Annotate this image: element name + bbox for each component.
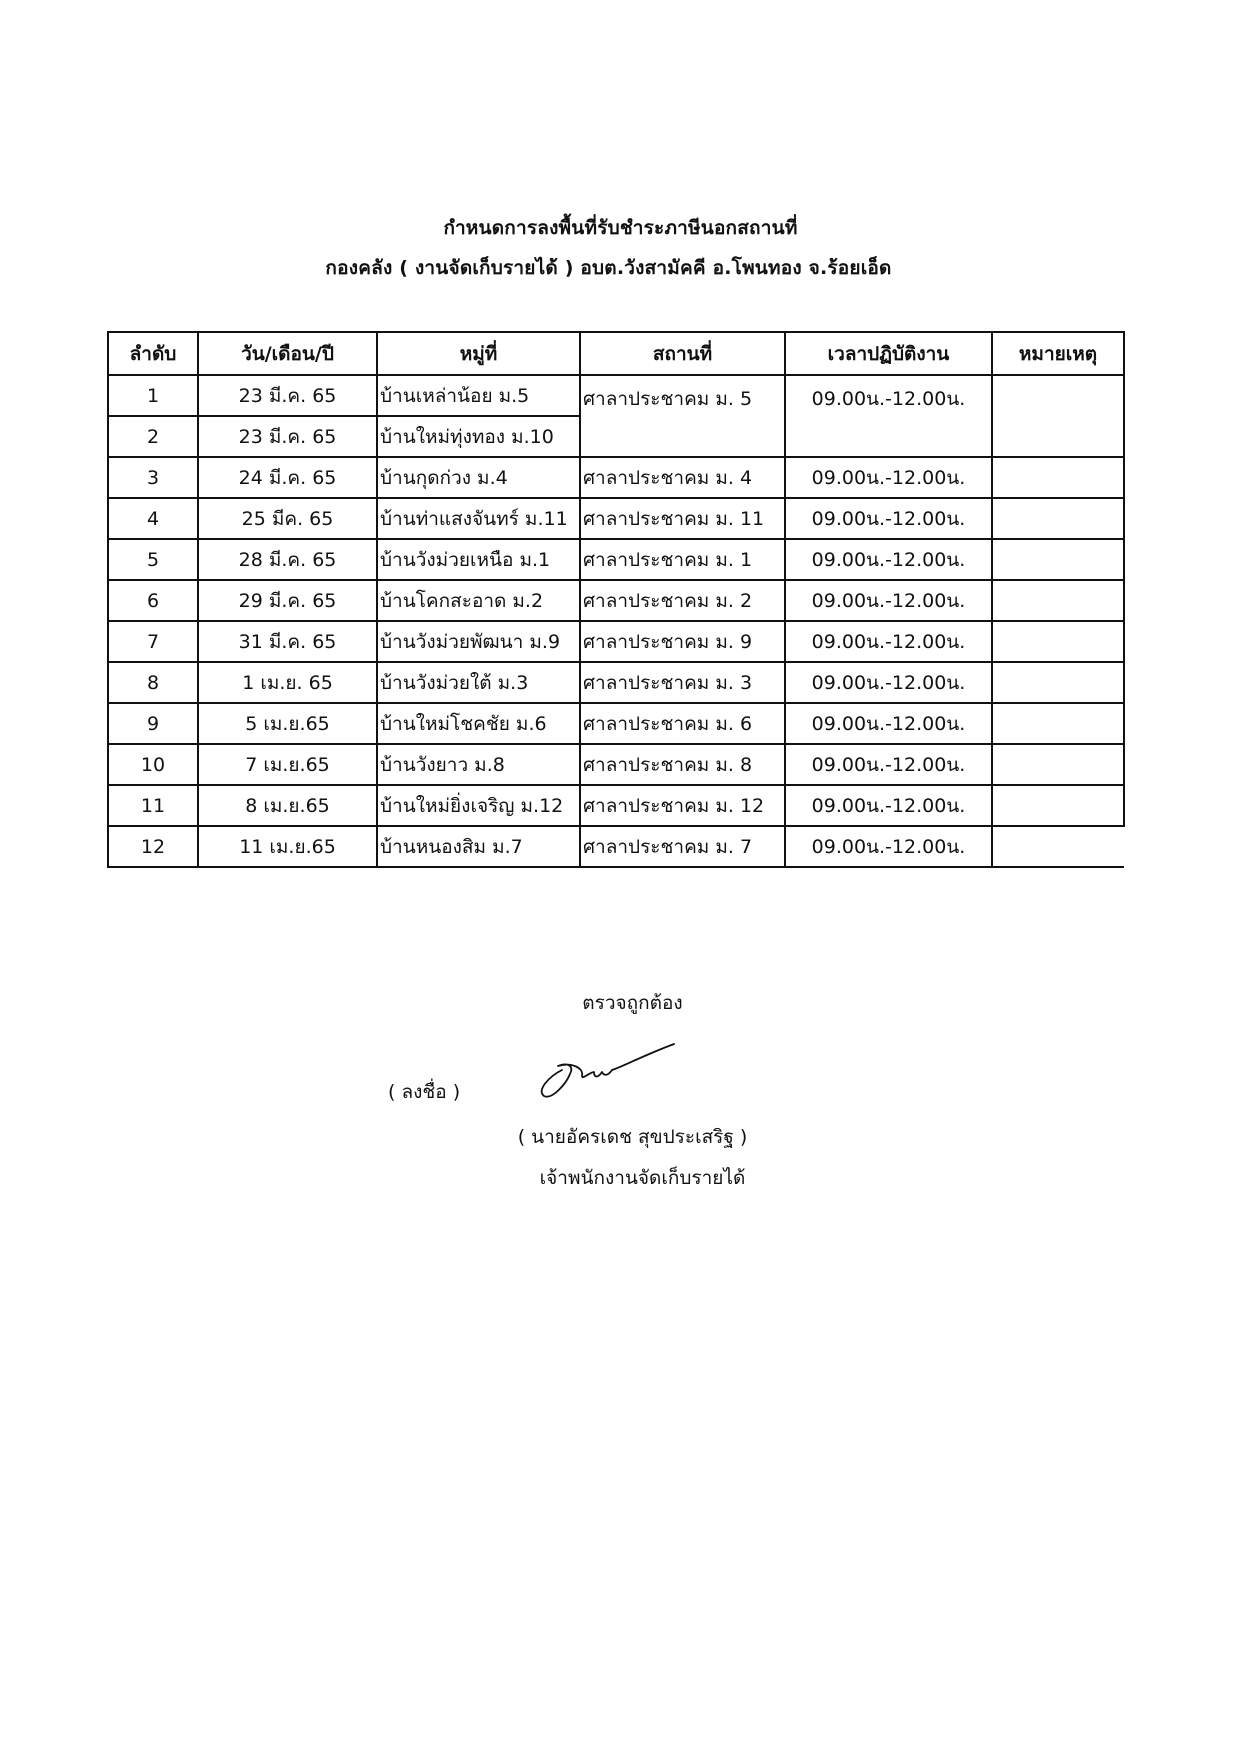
cell-village: บ้านใหม่ทุ่งทอง ม.10 (377, 416, 580, 457)
cell-village: บ้านวังม่วยพัฒนา ม.9 (377, 621, 580, 662)
cell-date: 5 เม.ย.65 (198, 703, 377, 744)
cell-place: ศาลาประชาคม ม. 7 (580, 826, 785, 867)
cell-time: 09.00น.-12.00น. (785, 785, 992, 826)
cell-note (992, 826, 1124, 867)
table-row (108, 662, 1124, 703)
cell-note (992, 662, 1124, 703)
cell-place: ศาลาประชาคม ม. 11 (580, 498, 785, 539)
cell-place: ศาลาประชาคม ม. 1 (580, 539, 785, 580)
cell-date: 23 มี.ค. 65 (198, 375, 377, 416)
column-header-number: ลำดับ (108, 332, 198, 375)
cell-village: บ้านโคกสะอาด ม.2 (377, 580, 580, 621)
table-row (108, 498, 1124, 539)
cell-date: 25 มีค. 65 (198, 498, 377, 539)
cell-number: 6 (108, 580, 198, 621)
table-row (108, 580, 1124, 621)
table-row (108, 703, 1124, 744)
cell-note (992, 785, 1124, 826)
cell-number: 7 (108, 621, 198, 662)
cell-time: 09.00น.-12.00น. (785, 662, 992, 703)
confirm-text: ตรวจถูกต้อง (582, 992, 683, 1014)
cell-time: 09.00น.-12.00น. (785, 703, 992, 744)
cell-date: 11 เม.ย.65 (198, 826, 377, 867)
cell-village: บ้านวังม่วยเหนือ ม.1 (377, 539, 580, 580)
cell-number: 11 (108, 785, 198, 826)
cell-note (992, 580, 1124, 621)
column-header-note: หมายเหตุ (992, 332, 1124, 375)
sign-label: ( ลงชื่อ ) (388, 1081, 461, 1103)
table-row (108, 785, 1124, 826)
handwritten-signature (532, 1040, 692, 1100)
cell-date: 7 เม.ย.65 (198, 744, 377, 785)
cell-village: บ้านใหม่โชคชัย ม.6 (377, 703, 580, 744)
cell-time: 09.00น.-12.00น. (785, 621, 992, 662)
cell-number: 9 (108, 703, 198, 744)
cell-note (992, 621, 1124, 662)
cell-place: ศาลาประชาคม ม. 8 (580, 744, 785, 785)
signer-name: ( นายอัครเดช สุขประเสริฐ ) (517, 1126, 748, 1148)
cell-place: ศาลาประชาคม ม. 6 (580, 703, 785, 744)
cell-place: ศาลาประชาคม ม. 3 (580, 662, 785, 703)
cell-time: 09.00น.-12.00น. (785, 539, 992, 580)
column-header-date: วัน/เดือน/ปี (198, 332, 377, 375)
cell-note (992, 498, 1124, 539)
cell-number: 3 (108, 457, 198, 498)
cell-note (992, 703, 1124, 744)
table-row (108, 375, 1124, 416)
cell-village: บ้านใหม่ยิ่งเจริญ ม.12 (377, 785, 580, 826)
document-title: กำหนดการลงพื้นที่รับชำระภาษีนอกสถานที่ (443, 217, 798, 239)
cell-number: 1 (108, 375, 198, 416)
cell-date: 23 มี.ค. 65 (198, 416, 377, 457)
column-header-village: หมู่ที่ (377, 332, 580, 375)
cell-note (992, 539, 1124, 580)
cell-village: บ้านกุดก่วง ม.4 (377, 457, 580, 498)
cell-place: ศาลาประชาคม ม. 5 (580, 375, 785, 457)
cell-time: 09.00น.-12.00น. (785, 580, 992, 621)
cell-place: ศาลาประชาคม ม. 12 (580, 785, 785, 826)
cell-number: 10 (108, 744, 198, 785)
table-row (108, 744, 1124, 785)
cell-time: 09.00น.-12.00น. (785, 457, 992, 498)
cell-note (992, 375, 1124, 457)
cell-time: 09.00น.-12.00น. (785, 826, 992, 867)
schedule-table (107, 331, 1125, 868)
cell-number: 8 (108, 662, 198, 703)
cell-village: บ้านหนองสิม ม.7 (377, 826, 580, 867)
document-subtitle: กองคลัง ( งานจัดเก็บรายได้ ) อบต.วังสามัคคี อ.โพนทอง จ.ร้อยเอ็ด (325, 257, 892, 279)
table-header-row (108, 332, 1124, 375)
cell-note (992, 744, 1124, 785)
cell-place: ศาลาประชาคม ม. 2 (580, 580, 785, 621)
cell-date: 24 มี.ค. 65 (198, 457, 377, 498)
cell-date: 28 มี.ค. 65 (198, 539, 377, 580)
column-header-time: เวลาปฏิบัติงาน (785, 332, 992, 375)
cell-time: 09.00น.-12.00น. (785, 375, 992, 457)
signer-position: เจ้าพนักงานจัดเก็บรายได้ (539, 1167, 746, 1189)
cell-village: บ้านวังยาว ม.8 (377, 744, 580, 785)
cell-time: 09.00น.-12.00น. (785, 744, 992, 785)
cell-number: 12 (108, 826, 198, 867)
cell-place: ศาลาประชาคม ม. 9 (580, 621, 785, 662)
cell-number: 4 (108, 498, 198, 539)
column-header-place: สถานที่ (580, 332, 785, 375)
cell-date: 1 เม.ย. 65 (198, 662, 377, 703)
cell-number: 5 (108, 539, 198, 580)
cell-date: 29 มี.ค. 65 (198, 580, 377, 621)
cell-date: 31 มี.ค. 65 (198, 621, 377, 662)
cell-number: 2 (108, 416, 198, 457)
table-row (108, 826, 1124, 867)
cell-time: 09.00น.-12.00น. (785, 498, 992, 539)
cell-note (992, 457, 1124, 498)
cell-date: 8 เม.ย.65 (198, 785, 377, 826)
cell-village: บ้านวังม่วยใต้ ม.3 (377, 662, 580, 703)
document-header (0, 208, 1241, 288)
cell-village: บ้านเหล่าน้อย ม.5 (377, 375, 580, 416)
table-row (108, 457, 1124, 498)
table-row (108, 621, 1124, 662)
cell-village: บ้านท่าแสงจันทร์ ม.11 (377, 498, 580, 539)
table-row (108, 539, 1124, 580)
cell-place: ศาลาประชาคม ม. 4 (580, 457, 785, 498)
